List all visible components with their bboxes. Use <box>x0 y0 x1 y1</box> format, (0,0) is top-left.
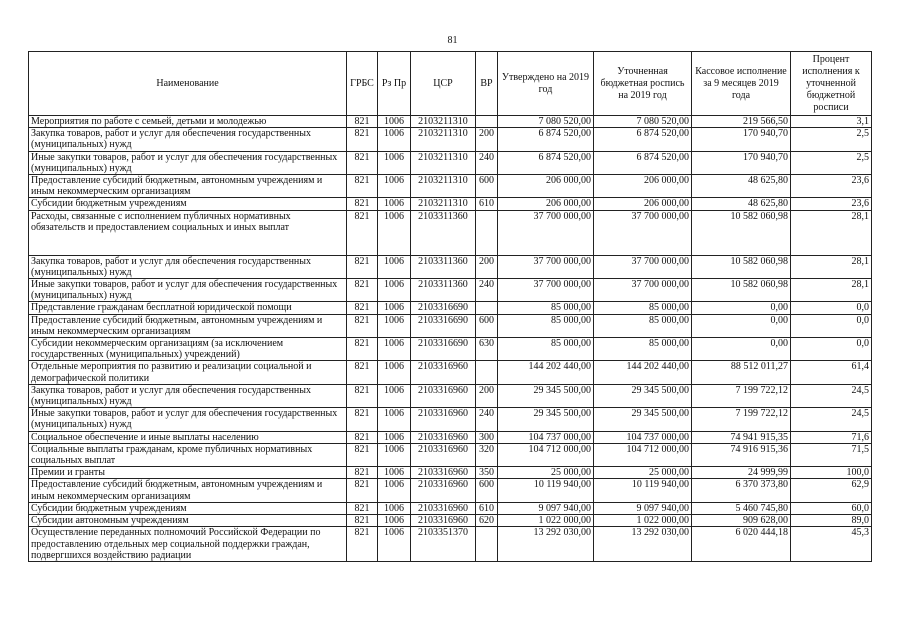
row-approved: 85 000,00 <box>498 338 594 361</box>
row-refined: 206 000,00 <box>594 198 692 210</box>
row-percent: 45,3 <box>791 527 872 562</box>
table-row <box>29 302 872 314</box>
row-percent: 23,6 <box>791 175 872 198</box>
row-csr: 2103211310 <box>411 128 476 151</box>
row-percent: 23,6 <box>791 198 872 210</box>
row-refined: 1 022 000,00 <box>594 515 692 527</box>
row-percent: 60,0 <box>791 502 872 514</box>
row-grbs: 821 <box>347 527 378 562</box>
table-row <box>29 384 872 407</box>
row-cash: 10 582 060,98 <box>692 210 791 255</box>
row-cash: 88 512 011,27 <box>692 361 791 384</box>
table-row <box>29 116 872 128</box>
row-cash: 5 460 745,80 <box>692 502 791 514</box>
row-approved: 6 874 520,00 <box>498 151 594 174</box>
row-grbs: 821 <box>347 338 378 361</box>
row-csr: 2103316690 <box>411 302 476 314</box>
row-refined: 29 345 500,00 <box>594 408 692 431</box>
row-vr: 630 <box>476 338 498 361</box>
row-refined: 10 119 940,00 <box>594 479 692 502</box>
row-cash: 219 566,50 <box>692 116 791 128</box>
row-refined: 25 000,00 <box>594 467 692 479</box>
row-vr: 200 <box>476 384 498 407</box>
table-row <box>29 210 872 255</box>
row-cash: 48 625,80 <box>692 175 791 198</box>
row-percent: 24,5 <box>791 384 872 407</box>
row-vr: 610 <box>476 502 498 514</box>
row-csr: 2103316960 <box>411 408 476 431</box>
header-approved: Утверждено на 2019 год <box>498 52 594 116</box>
row-name: Иные закупки товаров, работ и услуг для обеспечения государственных (муниципальных) нужд <box>29 279 347 302</box>
row-refined: 7 080 520,00 <box>594 116 692 128</box>
row-rz-pr: 1006 <box>378 479 411 502</box>
row-csr: 2103316690 <box>411 314 476 337</box>
row-grbs: 821 <box>347 443 378 466</box>
row-rz-pr: 1006 <box>378 431 411 443</box>
row-approved: 9 097 940,00 <box>498 502 594 514</box>
row-grbs: 821 <box>347 151 378 174</box>
row-percent: 61,4 <box>791 361 872 384</box>
row-percent: 2,5 <box>791 151 872 174</box>
row-vr: 200 <box>476 255 498 278</box>
row-grbs: 821 <box>347 302 378 314</box>
row-approved: 37 700 000,00 <box>498 255 594 278</box>
row-rz-pr: 1006 <box>378 502 411 514</box>
row-percent: 0,0 <box>791 302 872 314</box>
row-rz-pr: 1006 <box>378 527 411 562</box>
row-grbs: 821 <box>347 408 378 431</box>
row-vr: 350 <box>476 467 498 479</box>
row-rz-pr: 1006 <box>378 279 411 302</box>
header-name: Наименование <box>29 52 347 116</box>
header-vr: ВР <box>476 52 498 116</box>
row-rz-pr: 1006 <box>378 116 411 128</box>
table-row <box>29 408 872 431</box>
row-csr: 2103211310 <box>411 198 476 210</box>
row-refined: 6 874 520,00 <box>594 128 692 151</box>
table-row <box>29 479 872 502</box>
header-percent: Процент исполнения к уточненной бюджетной росписи <box>791 52 872 116</box>
row-refined: 9 097 940,00 <box>594 502 692 514</box>
row-csr: 2103311360 <box>411 279 476 302</box>
row-name: Предоставление субсидий бюджетным, автономным учреждениям и иным некоммерческим организациям <box>29 314 347 337</box>
row-refined: 37 700 000,00 <box>594 210 692 255</box>
row-name: Закупка товаров, работ и услуг для обеспечения государственных (муниципальных) нужд <box>29 128 347 151</box>
row-approved: 206 000,00 <box>498 175 594 198</box>
row-approved: 13 292 030,00 <box>498 527 594 562</box>
row-grbs: 821 <box>347 361 378 384</box>
row-name: Мероприятия по работе с семьей, детьми и молодежью <box>29 116 347 128</box>
row-grbs: 821 <box>347 255 378 278</box>
row-vr: 610 <box>476 198 498 210</box>
row-refined: 104 737 000,00 <box>594 431 692 443</box>
row-rz-pr: 1006 <box>378 443 411 466</box>
row-percent: 28,1 <box>791 255 872 278</box>
row-vr <box>476 302 498 314</box>
table-row <box>29 443 872 466</box>
row-grbs: 821 <box>347 467 378 479</box>
row-vr: 200 <box>476 128 498 151</box>
row-cash: 909 628,00 <box>692 515 791 527</box>
table-row <box>29 279 872 302</box>
row-rz-pr: 1006 <box>378 198 411 210</box>
row-name: Закупка товаров, работ и услуг для обеспечения государственных (муниципальных) нужд <box>29 255 347 278</box>
row-percent: 100,0 <box>791 467 872 479</box>
row-name: Субсидии некоммерческим организациям (за исключением государственных (муниципальных) учреждений) <box>29 338 347 361</box>
row-rz-pr: 1006 <box>378 515 411 527</box>
row-percent: 62,9 <box>791 479 872 502</box>
row-percent: 28,1 <box>791 279 872 302</box>
row-grbs: 821 <box>347 479 378 502</box>
row-rz-pr: 1006 <box>378 210 411 255</box>
row-name: Субсидии бюджетным учреждениям <box>29 198 347 210</box>
row-vr: 240 <box>476 408 498 431</box>
table-row <box>29 175 872 198</box>
row-grbs: 821 <box>347 515 378 527</box>
table-row <box>29 431 872 443</box>
row-rz-pr: 1006 <box>378 408 411 431</box>
row-grbs: 821 <box>347 279 378 302</box>
row-percent: 71,5 <box>791 443 872 466</box>
row-percent: 89,0 <box>791 515 872 527</box>
row-vr: 600 <box>476 479 498 502</box>
row-cash: 0,00 <box>692 302 791 314</box>
row-rz-pr: 1006 <box>378 255 411 278</box>
row-percent: 3,1 <box>791 116 872 128</box>
row-refined: 85 000,00 <box>594 338 692 361</box>
row-csr: 2103316960 <box>411 479 476 502</box>
row-name: Расходы, связанные с исполнением публичных нормативных обязательств и предоставлением социальных и иных выплат <box>29 210 347 255</box>
row-cash: 170 940,70 <box>692 151 791 174</box>
row-cash: 10 582 060,98 <box>692 255 791 278</box>
row-vr: 240 <box>476 151 498 174</box>
table-row <box>29 255 872 278</box>
row-approved: 7 080 520,00 <box>498 116 594 128</box>
row-vr: 600 <box>476 175 498 198</box>
row-refined: 6 874 520,00 <box>594 151 692 174</box>
row-grbs: 821 <box>347 314 378 337</box>
row-cash: 0,00 <box>692 314 791 337</box>
row-vr: 600 <box>476 314 498 337</box>
row-vr <box>476 361 498 384</box>
row-csr: 2103316960 <box>411 502 476 514</box>
row-grbs: 821 <box>347 210 378 255</box>
row-name: Отдельные мероприятия по развитию и реализации социальной и демографической политики <box>29 361 347 384</box>
table-row <box>29 151 872 174</box>
row-name: Иные закупки товаров, работ и услуг для обеспечения государственных (муниципальных) нужд <box>29 408 347 431</box>
row-cash: 6 370 373,80 <box>692 479 791 502</box>
row-cash: 24 999,99 <box>692 467 791 479</box>
row-name: Премии и гранты <box>29 467 347 479</box>
row-vr: 320 <box>476 443 498 466</box>
row-approved: 37 700 000,00 <box>498 210 594 255</box>
row-rz-pr: 1006 <box>378 361 411 384</box>
row-approved: 37 700 000,00 <box>498 279 594 302</box>
row-approved: 85 000,00 <box>498 302 594 314</box>
row-cash: 6 020 444,18 <box>692 527 791 562</box>
row-cash: 7 199 722,12 <box>692 384 791 407</box>
row-vr: 240 <box>476 279 498 302</box>
row-grbs: 821 <box>347 384 378 407</box>
row-csr: 2103311360 <box>411 210 476 255</box>
row-approved: 10 119 940,00 <box>498 479 594 502</box>
row-name: Осуществление переданных полномочий Российской Федерации по предоставлению отдельных мер социальной поддержки граждан, подвергшихся воздействию радиации <box>29 527 347 562</box>
table-row <box>29 467 872 479</box>
row-percent: 2,5 <box>791 128 872 151</box>
row-refined: 144 202 440,00 <box>594 361 692 384</box>
row-percent: 71,6 <box>791 431 872 443</box>
table-row <box>29 338 872 361</box>
row-rz-pr: 1006 <box>378 338 411 361</box>
row-name: Иные закупки товаров, работ и услуг для обеспечения государственных (муниципальных) нужд <box>29 151 347 174</box>
row-csr: 2103316960 <box>411 467 476 479</box>
row-percent: 24,5 <box>791 408 872 431</box>
table-row <box>29 128 872 151</box>
row-grbs: 821 <box>347 502 378 514</box>
row-approved: 104 737 000,00 <box>498 431 594 443</box>
row-percent: 28,1 <box>791 210 872 255</box>
row-approved: 206 000,00 <box>498 198 594 210</box>
row-rz-pr: 1006 <box>378 314 411 337</box>
header-rz-pr: Рз Пр <box>378 52 411 116</box>
row-approved: 29 345 500,00 <box>498 408 594 431</box>
row-refined: 85 000,00 <box>594 314 692 337</box>
table-row <box>29 502 872 514</box>
table-row <box>29 361 872 384</box>
row-csr: 2103316960 <box>411 515 476 527</box>
row-refined: 206 000,00 <box>594 175 692 198</box>
row-refined: 37 700 000,00 <box>594 255 692 278</box>
row-name: Предоставление субсидий бюджетным, автономным учреждениям и иным некоммерческим организациям <box>29 175 347 198</box>
row-name: Социальные выплаты гражданам, кроме публичных нормативных социальных выплат <box>29 443 347 466</box>
row-csr: 2103211310 <box>411 175 476 198</box>
row-percent: 0,0 <box>791 338 872 361</box>
row-vr <box>476 116 498 128</box>
row-name: Закупка товаров, работ и услуг для обеспечения государственных (муниципальных) нужд <box>29 384 347 407</box>
row-grbs: 821 <box>347 198 378 210</box>
row-rz-pr: 1006 <box>378 151 411 174</box>
row-approved: 85 000,00 <box>498 314 594 337</box>
row-grbs: 821 <box>347 116 378 128</box>
row-name: Представление гражданам бесплатной юридической помощи <box>29 302 347 314</box>
row-csr: 2103316690 <box>411 338 476 361</box>
row-percent: 0,0 <box>791 314 872 337</box>
row-approved: 144 202 440,00 <box>498 361 594 384</box>
row-vr <box>476 527 498 562</box>
row-csr: 2103211310 <box>411 151 476 174</box>
table-row <box>29 515 872 527</box>
row-csr: 2103311360 <box>411 255 476 278</box>
row-refined: 104 712 000,00 <box>594 443 692 466</box>
row-csr: 2103316960 <box>411 384 476 407</box>
row-name: Социальное обеспечение и иные выплаты населению <box>29 431 347 443</box>
row-approved: 6 874 520,00 <box>498 128 594 151</box>
row-approved: 1 022 000,00 <box>498 515 594 527</box>
row-cash: 74 941 915,35 <box>692 431 791 443</box>
row-cash: 170 940,70 <box>692 128 791 151</box>
page-number: 81 <box>447 35 458 46</box>
row-vr: 300 <box>476 431 498 443</box>
row-name: Субсидии бюджетным учреждениям <box>29 502 347 514</box>
row-refined: 37 700 000,00 <box>594 279 692 302</box>
row-approved: 104 712 000,00 <box>498 443 594 466</box>
row-refined: 85 000,00 <box>594 302 692 314</box>
row-csr: 2103316960 <box>411 443 476 466</box>
budget-execution-table <box>28 51 872 562</box>
table-body <box>29 116 872 562</box>
row-cash: 0,00 <box>692 338 791 361</box>
row-rz-pr: 1006 <box>378 128 411 151</box>
table-row <box>29 527 872 562</box>
row-rz-pr: 1006 <box>378 384 411 407</box>
row-rz-pr: 1006 <box>378 175 411 198</box>
row-name: Субсидии автономным учреждениям <box>29 515 347 527</box>
row-grbs: 821 <box>347 128 378 151</box>
header-grbs: ГРБС <box>347 52 378 116</box>
row-cash: 74 916 915,36 <box>692 443 791 466</box>
row-vr <box>476 210 498 255</box>
row-cash: 7 199 722,12 <box>692 408 791 431</box>
header-refined: Уточненная бюджетная роспись на 2019 год <box>594 52 692 116</box>
row-csr: 2103316960 <box>411 361 476 384</box>
row-grbs: 821 <box>347 175 378 198</box>
row-name: Предоставление субсидий бюджетным, автономным учреждениям и иным некоммерческим организациям <box>29 479 347 502</box>
header-csr: ЦСР <box>411 52 476 116</box>
header-cash: Кассовое исполнение за 9 месяцев 2019 года <box>692 52 791 116</box>
row-rz-pr: 1006 <box>378 302 411 314</box>
row-refined: 13 292 030,00 <box>594 527 692 562</box>
table-row <box>29 198 872 210</box>
row-rz-pr: 1006 <box>378 467 411 479</box>
row-csr: 2103211310 <box>411 116 476 128</box>
table-row <box>29 314 872 337</box>
row-grbs: 821 <box>347 431 378 443</box>
row-vr: 620 <box>476 515 498 527</box>
row-cash: 48 625,80 <box>692 198 791 210</box>
row-cash: 10 582 060,98 <box>692 279 791 302</box>
row-csr: 2103316960 <box>411 431 476 443</box>
row-csr: 2103351370 <box>411 527 476 562</box>
row-refined: 29 345 500,00 <box>594 384 692 407</box>
row-approved: 29 345 500,00 <box>498 384 594 407</box>
row-approved: 25 000,00 <box>498 467 594 479</box>
table-header-row <box>29 52 872 116</box>
